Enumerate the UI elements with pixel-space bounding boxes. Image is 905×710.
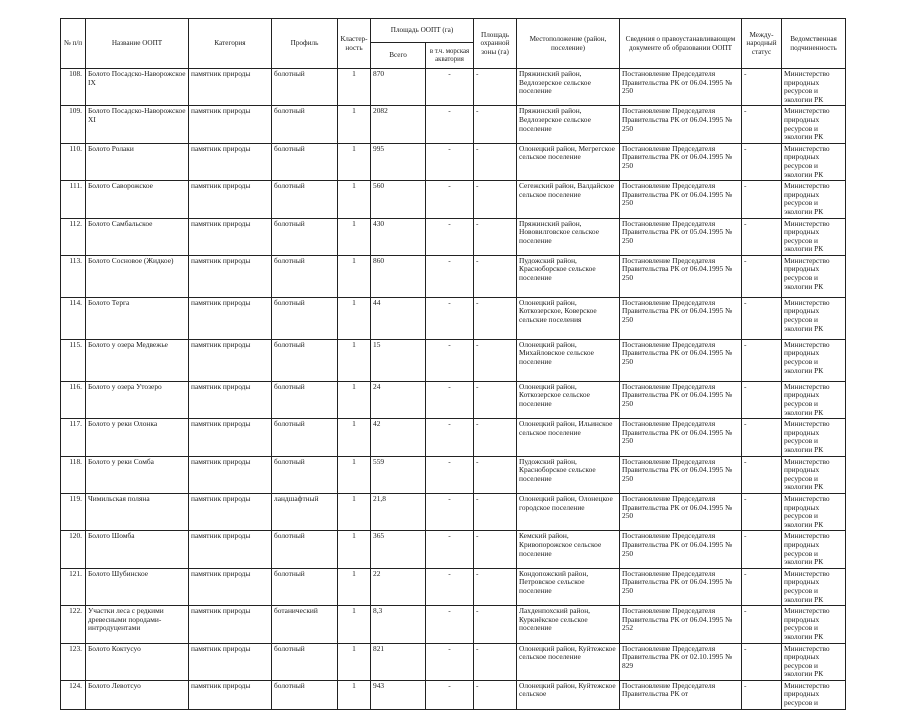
row-category: памятник природы (189, 69, 272, 106)
row-buffer: - (474, 568, 517, 605)
table-row (61, 69, 846, 106)
row-number: 123. (61, 643, 86, 680)
row-cluster: 1 (338, 181, 371, 218)
table-row (61, 297, 846, 339)
row-intl: - (742, 181, 782, 218)
header-cluster: Кластер-ность (338, 19, 371, 69)
row-name: Болото Посадско-Наворожское IX (86, 69, 189, 106)
row-sea: - (426, 606, 474, 643)
row-document: Постановление Председателя Правительства РК от 06.04.1995 № 250 (620, 181, 742, 218)
row-profile: болотный (272, 143, 338, 180)
row-intl: - (742, 680, 782, 709)
row-intl: - (742, 106, 782, 143)
row-profile: болотный (272, 680, 338, 709)
row-number: 114. (61, 297, 86, 339)
row-sea: - (426, 456, 474, 493)
row-authority: Министерство природных ресурсов и экологии РК (782, 218, 846, 255)
header-profile: Профиль (272, 19, 338, 69)
row-cluster: 1 (338, 643, 371, 680)
row-area: 21,8 (371, 494, 426, 531)
row-category: памятник природы (189, 143, 272, 180)
row-cluster: 1 (338, 218, 371, 255)
row-authority: Министерство природных ресурсов и экологии РК (782, 255, 846, 297)
row-number: 111. (61, 181, 86, 218)
row-cluster: 1 (338, 606, 371, 643)
row-name: Болото Самбальское (86, 218, 189, 255)
protected-areas-table (60, 18, 846, 710)
row-name: Болото Левотсуо (86, 680, 189, 709)
row-area: 22 (371, 568, 426, 605)
table-body (61, 69, 846, 710)
row-document: Постановление Председателя Правительства РК от 06.04.1995 № 250 (620, 143, 742, 180)
row-buffer: - (474, 680, 517, 709)
row-buffer: - (474, 339, 517, 381)
row-authority: Министерство природных ресурсов и экологии РК (782, 69, 846, 106)
row-authority: Министерство природных ресурсов и экологии РК (782, 143, 846, 180)
row-category: памятник природы (189, 680, 272, 709)
row-buffer: - (474, 643, 517, 680)
row-area: 559 (371, 456, 426, 493)
row-category: памятник природы (189, 606, 272, 643)
row-profile: болотный (272, 255, 338, 297)
row-area: 24 (371, 381, 426, 418)
row-number: 120. (61, 531, 86, 568)
row-document: Постановление Председателя Правительства РК от 06.04.1995 № 250 (620, 531, 742, 568)
row-intl: - (742, 381, 782, 418)
header-num: № п/п (61, 19, 86, 69)
row-category: памятник природы (189, 181, 272, 218)
row-cluster: 1 (338, 381, 371, 418)
table-row (61, 381, 846, 418)
header-document: Сведения о правоустанавливающем документе об образовании ООПТ (620, 19, 742, 69)
row-buffer: - (474, 456, 517, 493)
row-authority: Министерство природных ресурсов и экологии РК (782, 419, 846, 456)
row-document: Постановление Председателя Правительства РК от (620, 680, 742, 709)
row-authority: Министерство природных ресурсов и экологии РК (782, 106, 846, 143)
table-row (61, 143, 846, 180)
header-area-total: Всего (371, 43, 426, 69)
row-profile: болотный (272, 106, 338, 143)
row-authority: Министерство природных ресурсов и экологии РК (782, 531, 846, 568)
row-location: Олонецкий район, Ильинское сельское поселение (517, 419, 620, 456)
row-location: Пряжинский район, Ведлозерское сельское поселение (517, 106, 620, 143)
row-category: памятник природы (189, 255, 272, 297)
row-name: Болото у реки Олонка (86, 419, 189, 456)
table-row (61, 456, 846, 493)
row-document: Постановление Председателя Правительства РК от 06.04.1995 № 250 (620, 255, 742, 297)
row-sea: - (426, 531, 474, 568)
row-location: Олонецкий район, Коткозерское, Коверское сельские поселения (517, 297, 620, 339)
row-profile: болотный (272, 531, 338, 568)
row-intl: - (742, 531, 782, 568)
row-location: Кемский район, Кривопорожское сельское поселение (517, 531, 620, 568)
row-intl: - (742, 606, 782, 643)
header-category: Категория (189, 19, 272, 69)
header-area-group: Площадь ООПТ (га) (371, 19, 474, 43)
row-area: 430 (371, 218, 426, 255)
row-number: 109. (61, 106, 86, 143)
table-row (61, 494, 846, 531)
row-sea: - (426, 381, 474, 418)
header-name: Название ООПТ (86, 19, 189, 69)
row-cluster: 1 (338, 69, 371, 106)
row-cluster: 1 (338, 680, 371, 709)
table-row (61, 339, 846, 381)
row-name: Участки леса с редкими древесными породами-интродуцентами (86, 606, 189, 643)
row-cluster: 1 (338, 494, 371, 531)
row-cluster: 1 (338, 339, 371, 381)
header-buffer: Площадь охранной зоны (га) (474, 19, 517, 69)
row-authority: Министерство природных ресурсов и экологии РК (782, 381, 846, 418)
row-profile: болотный (272, 339, 338, 381)
row-cluster: 1 (338, 297, 371, 339)
row-profile: болотный (272, 69, 338, 106)
row-cluster: 1 (338, 255, 371, 297)
header-area-sea: в т.ч. морская акватория (426, 43, 474, 69)
row-intl: - (742, 69, 782, 106)
row-name: Болото Коктусуо (86, 643, 189, 680)
row-location: Олонецкий район, Михайловское сельское поселение (517, 339, 620, 381)
row-sea: - (426, 69, 474, 106)
row-number: 113. (61, 255, 86, 297)
header-authority: Ведомственная подчиненность (782, 19, 846, 69)
row-authority: Министерство природных ресурсов и экологии РК (782, 568, 846, 605)
row-location: Кондопожский район, Петровское сельское поселение (517, 568, 620, 605)
row-name: Болото у реки Сомба (86, 456, 189, 493)
row-area: 560 (371, 181, 426, 218)
row-area: 2082 (371, 106, 426, 143)
row-intl: - (742, 643, 782, 680)
row-sea: - (426, 680, 474, 709)
row-sea: - (426, 143, 474, 180)
row-profile: болотный (272, 297, 338, 339)
row-area: 943 (371, 680, 426, 709)
row-document: Постановление Председателя Правительства РК от 06.04.1995 № 250 (620, 69, 742, 106)
header-intl: Между-народный статус (742, 19, 782, 69)
row-category: памятник природы (189, 218, 272, 255)
row-buffer: - (474, 381, 517, 418)
row-category: памятник природы (189, 297, 272, 339)
row-buffer: - (474, 69, 517, 106)
row-number: 117. (61, 419, 86, 456)
table-row (61, 218, 846, 255)
row-buffer: - (474, 297, 517, 339)
row-number: 124. (61, 680, 86, 709)
row-name: Чимильская поляна (86, 494, 189, 531)
row-cluster: 1 (338, 106, 371, 143)
row-buffer: - (474, 531, 517, 568)
row-number: 112. (61, 218, 86, 255)
row-area: 995 (371, 143, 426, 180)
row-cluster: 1 (338, 531, 371, 568)
row-intl: - (742, 339, 782, 381)
row-number: 116. (61, 381, 86, 418)
table-row (61, 680, 846, 709)
row-name: Болото Шубинское (86, 568, 189, 605)
row-sea: - (426, 106, 474, 143)
row-cluster: 1 (338, 568, 371, 605)
row-buffer: - (474, 181, 517, 218)
row-cluster: 1 (338, 143, 371, 180)
row-document: Постановление Председателя Правительства РК от 06.04.1995 № 250 (620, 494, 742, 531)
table-row (61, 419, 846, 456)
row-number: 110. (61, 143, 86, 180)
row-buffer: - (474, 106, 517, 143)
row-category: памятник природы (189, 531, 272, 568)
row-buffer: - (474, 255, 517, 297)
row-document: Постановление Председателя Правительства РК от 06.04.1995 № 250 (620, 456, 742, 493)
row-number: 115. (61, 339, 86, 381)
row-location: Пудожский район, Красноборское сельское поселение (517, 456, 620, 493)
row-category: памятник природы (189, 339, 272, 381)
row-document: Постановление Председателя Правительства РК от 06.04.1995 № 250 (620, 339, 742, 381)
row-intl: - (742, 218, 782, 255)
row-intl: - (742, 494, 782, 531)
row-category: памятник природы (189, 381, 272, 418)
row-location: Олонецкий район, Мегрегское сельское поселение (517, 143, 620, 180)
row-document: Постановление Председателя Правительства РК от 06.04.1995 № 250 (620, 106, 742, 143)
row-sea: - (426, 255, 474, 297)
row-document: Постановление Председателя Правительства РК от 06.04.1995 № 250 (620, 419, 742, 456)
row-profile: болотный (272, 181, 338, 218)
row-intl: - (742, 143, 782, 180)
row-sea: - (426, 297, 474, 339)
row-sea: - (426, 339, 474, 381)
row-intl: - (742, 297, 782, 339)
row-sea: - (426, 643, 474, 680)
row-authority: Министерство природных ресурсов и экологии РК (782, 643, 846, 680)
table-row (61, 568, 846, 605)
row-number: 118. (61, 456, 86, 493)
row-buffer: - (474, 143, 517, 180)
row-area: 860 (371, 255, 426, 297)
row-area: 8,3 (371, 606, 426, 643)
row-location: Олонецкий район, Куйтежское сельское поселение (517, 643, 620, 680)
row-location: Пряжинский район, Ведлозерское сельское поселение (517, 69, 620, 106)
row-profile: болотный (272, 456, 338, 493)
row-authority: Министерство природных ресурсов и экологии РК (782, 606, 846, 643)
row-authority: Министерство природных ресурсов и экологии РК (782, 339, 846, 381)
row-profile: ландшафтный (272, 494, 338, 531)
row-profile: болотный (272, 419, 338, 456)
header-location: Местоположение (район, поселение) (517, 19, 620, 69)
row-profile: болотный (272, 218, 338, 255)
row-authority: Министерство природных ресурсов и (782, 680, 846, 709)
row-name: Болото Сосновое (Жидкое) (86, 255, 189, 297)
row-number: 121. (61, 568, 86, 605)
row-profile: ботанический (272, 606, 338, 643)
table-row (61, 255, 846, 297)
row-area: 42 (371, 419, 426, 456)
row-name: Болото Посадско-Наворожское XI (86, 106, 189, 143)
row-authority: Министерство природных ресурсов и экологии РК (782, 297, 846, 339)
row-name: Болото Ролаки (86, 143, 189, 180)
row-sea: - (426, 181, 474, 218)
row-buffer: - (474, 606, 517, 643)
row-category: памятник природы (189, 643, 272, 680)
row-authority: Министерство природных ресурсов и экологии РК (782, 181, 846, 218)
row-document: Постановление Председателя Правительства РК от 06.04.1995 № 250 (620, 381, 742, 418)
row-document: Постановление Председателя Правительства РК от 06.04.1995 № 250 (620, 568, 742, 605)
row-location: Пудожский район, Красноборское сельское поселение (517, 255, 620, 297)
row-authority: Министерство природных ресурсов и экологии РК (782, 494, 846, 531)
row-location: Пряжинский район, Нововилговское сельское поселение (517, 218, 620, 255)
row-sea: - (426, 568, 474, 605)
row-profile: болотный (272, 643, 338, 680)
row-location: Лахденпохский район, Куркиёкское сельское поселение (517, 606, 620, 643)
row-area: 15 (371, 339, 426, 381)
table-row (61, 531, 846, 568)
row-sea: - (426, 218, 474, 255)
row-category: памятник природы (189, 494, 272, 531)
row-category: памятник природы (189, 106, 272, 143)
row-area: 44 (371, 297, 426, 339)
row-document: Постановление Председателя Правительства РК от 05.04.1995 № 250 (620, 218, 742, 255)
row-name: Болото Терга (86, 297, 189, 339)
row-name: Болото Саворожское (86, 181, 189, 218)
row-buffer: - (474, 494, 517, 531)
row-document: Постановление Председателя Правительства РК от 06.04.1995 № 252 (620, 606, 742, 643)
row-category: памятник природы (189, 456, 272, 493)
row-area: 365 (371, 531, 426, 568)
table-row (61, 606, 846, 643)
row-intl: - (742, 255, 782, 297)
row-location: Олонецкий район, Олонецкое городское поселение (517, 494, 620, 531)
row-sea: - (426, 419, 474, 456)
row-profile: болотный (272, 568, 338, 605)
row-number: 119. (61, 494, 86, 531)
row-location: Сегежский район, Валдайское сельское поселение (517, 181, 620, 218)
row-name: Болото у озера Утозеро (86, 381, 189, 418)
row-name: Болото Шомба (86, 531, 189, 568)
row-authority: Министерство природных ресурсов и экологии РК (782, 456, 846, 493)
table-row (61, 106, 846, 143)
row-buffer: - (474, 419, 517, 456)
table-row (61, 643, 846, 680)
row-area: 821 (371, 643, 426, 680)
row-name: Болото у озера Медвежье (86, 339, 189, 381)
row-cluster: 1 (338, 419, 371, 456)
table-row (61, 181, 846, 218)
row-location: Олонецкий район, Коткозерское сельское поселение (517, 381, 620, 418)
row-sea: - (426, 494, 474, 531)
row-number: 122. (61, 606, 86, 643)
row-intl: - (742, 568, 782, 605)
row-cluster: 1 (338, 456, 371, 493)
row-profile: болотный (272, 381, 338, 418)
row-buffer: - (474, 218, 517, 255)
row-number: 108. (61, 69, 86, 106)
row-area: 870 (371, 69, 426, 106)
row-category: памятник природы (189, 419, 272, 456)
row-intl: - (742, 419, 782, 456)
row-category: памятник природы (189, 568, 272, 605)
row-location: Олонецкий район, Куйтежское сельское (517, 680, 620, 709)
row-document: Постановление Председателя Правительства РК от 02.10.1995 № 829 (620, 643, 742, 680)
row-intl: - (742, 456, 782, 493)
row-document: Постановление Председателя Правительства РК от 06.04.1995 № 250 (620, 297, 742, 339)
